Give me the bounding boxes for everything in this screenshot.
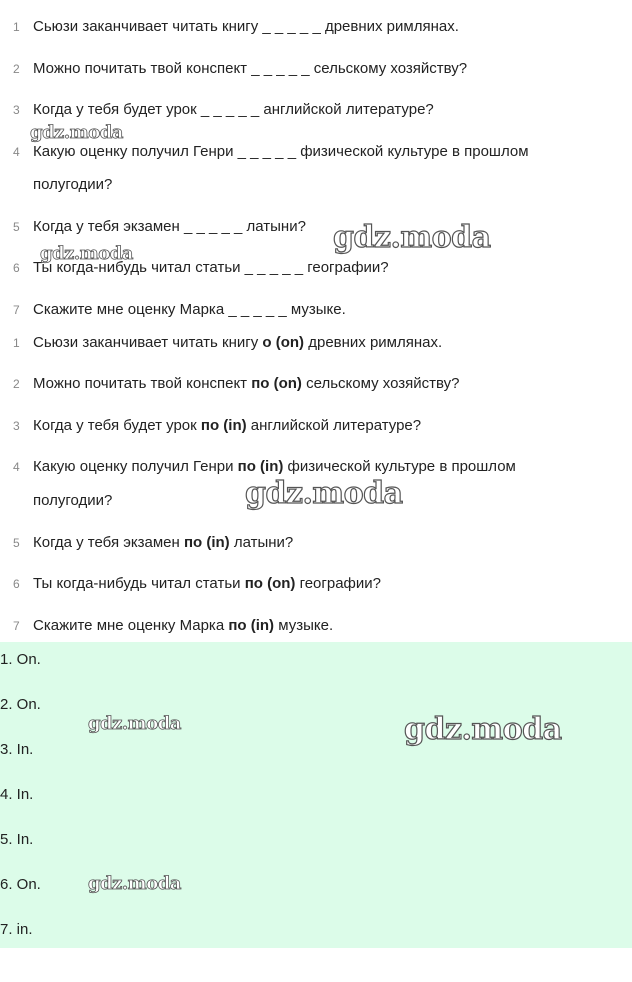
watermark: gdz.moda [245,476,403,511]
answer-line: 6. On. [0,876,41,893]
answer-highlight: по (in) [228,617,275,634]
answer-highlight: по (in) [200,417,247,434]
item-number: 1 [13,20,20,34]
answer-highlight: по (on) [244,575,296,592]
answer-line: 7. in. [0,921,33,938]
item-number: 7 [13,619,20,633]
item-number: 2 [13,377,20,391]
item-text: полугодии? [33,176,113,193]
answer-highlight: по (on) [251,375,302,392]
item-text: Ты когда-нибудь читал статьи по (on) географии? [33,575,381,592]
item-text: Ты когда-нибудь читал статьи _ _ _ _ _ географии? [33,259,389,276]
item-text: Сьюзи заканчивает читать книгу _ _ _ _ _ древних римлянах. [33,18,459,35]
answer-highlight: по (in) [183,534,230,551]
item-text: Какую оценку получил Генри _ _ _ _ _ физической культуре в прошлом [33,143,529,160]
item-number: 4 [13,145,20,159]
item-text: Можно почитать твой конспект _ _ _ _ _ сельскому хозяйству? [33,60,468,77]
watermark: gdz.moda [88,873,181,894]
answer-highlight: по (in) [237,458,284,475]
item-number: 7 [13,303,20,317]
item-text: Скажите мне оценку Марка _ _ _ _ _ музыке. [33,301,346,318]
answer-highlight: о (on) [262,334,305,351]
answer-line: 2. On. [0,696,41,713]
watermark: gdz.moda [88,713,181,734]
item-number: 5 [13,536,20,550]
answers-panel [0,642,632,948]
watermark: gdz.moda [30,122,123,143]
answer-line: 1. On. [0,651,41,668]
item-text: Сьюзи заканчивает читать книгу о (on) древних римлянах. [33,334,443,351]
item-number: 3 [13,419,20,433]
item-text: Когда у тебя экзамен по (in) латыни? [33,534,294,551]
item-number: 2 [13,62,20,76]
answer-line: 5. In. [0,831,34,848]
answer-line: 4. In. [0,786,34,803]
item-number: 1 [13,336,20,350]
item-text: Когда у тебя будет урок по (in) английской литературе? [33,417,422,434]
item-text: Когда у тебя будет урок _ _ _ _ _ английской литературе? [33,101,434,118]
watermark: gdz.moda [40,243,133,264]
item-text: Скажите мне оценку Марка по (in) музыке. [33,617,334,634]
item-number: 5 [13,220,20,234]
item-number: 3 [13,103,20,117]
item-number: 4 [13,460,20,474]
item-text: Можно почитать твой конспект по (on) сельскому хозяйству? [33,375,460,392]
item-text: Какую оценку получил Генри по (in) физической культуре в прошлом [33,458,516,475]
item-text: полугодии? [33,492,113,509]
watermark: gdz.moda [404,712,562,747]
answer-line: 3. In. [0,741,34,758]
item-number: 6 [13,261,20,275]
item-text: Когда у тебя экзамен _ _ _ _ _ латыни? [33,218,306,235]
item-number: 6 [13,577,20,591]
watermark: gdz.moda [333,220,491,255]
